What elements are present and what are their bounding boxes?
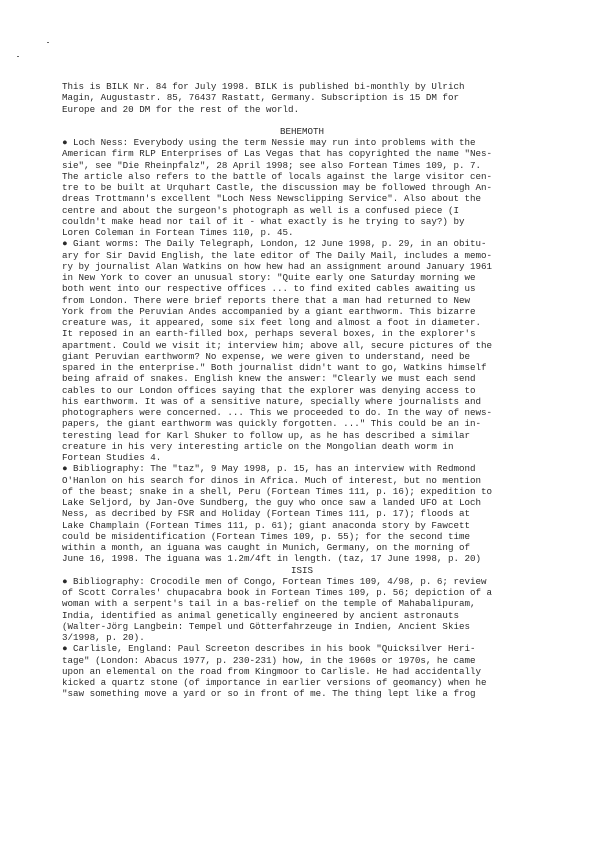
- text-line: photographers were concerned. ... This we proceeded to do. In the way of news-: [62, 407, 493, 418]
- section-heading-behemoth: BEHEMOTH: [279, 125, 325, 137]
- text-line: being afraid of snakes. English knew the answer: "Clearly we must each send: [62, 373, 476, 385]
- text-line: creature in his very interesting article on the Mongolian death worm in: [62, 440, 454, 452]
- text-line: centre and about the surgeon's photograph as well is a confused piece (I: [62, 204, 459, 216]
- text-line: creature was, it appeared, some six feet long and almost a foot in diameter.: [62, 317, 482, 328]
- text-line: "saw something move a yard or so in front of me. The thing lept like a frog: [62, 688, 476, 700]
- text-line: apartment. Could we visit it; interview him; above all, secure pictures of the: [62, 339, 493, 351]
- text-line: could be misidentification (Fortean Times 109, p. 55); for the second time: [62, 530, 470, 542]
- text-line: American firm RLP Enterprises of Las Vegas that has copyrighted the name "Nes-: [62, 148, 493, 160]
- text-line: ● Giant worms: The Daily Telegraph, London, 12 June 1998, p. 29, in an obitu-: [62, 238, 487, 250]
- text-line: tre to be built at Urquhart Castle, the discussion may be followed through An-: [62, 182, 493, 193]
- text-line: sie", see "Die Rheinpfalz", 28 April 1998; see also Fortean Times 109, p. 7.: [62, 159, 482, 171]
- text-line: This is BILK Nr. 84 for July 1998. BILK is published bi-monthly by Ulrich: [62, 81, 465, 92]
- text-line: India, identified as animal genetically engineered by ancient astronauts: [62, 609, 459, 621]
- text-line: cables to our London offices saying that the explorer was denying access to: [62, 384, 476, 396]
- text-line: It reposed in an earth-filled box, perhaps several boxes, in the explorer's: [62, 328, 476, 340]
- text-line: couldn't make head nor tail of it - what exactly is he trying to say?) by: [62, 215, 465, 227]
- text-line: Loren Coleman in Fortean Times 110, p. 45.: [62, 227, 294, 238]
- scan-speck: [17, 56, 19, 57]
- text-line: both went into our respective offices ... to find exited cables awaiting us: [62, 283, 476, 295]
- section-heading-isis: ISIS: [290, 564, 314, 576]
- text-line: ary for Sir David English, the late editor of The Daily Mail, includes a memo-: [62, 249, 493, 261]
- text-line: Lake Seljord, by Jan-Ove Sundberg, the guy who once saw a landed UFO at Loch: [62, 497, 482, 508]
- text-line: of Scott Corrales' chupacabra book in Fortean Times 109, p. 56; depiction of a: [62, 587, 493, 598]
- text-line: from London. There were brief reports there that a man had returned to New: [62, 294, 470, 306]
- text-line: in New York to cover an unusual story: "Quite early one Saturday morning we: [62, 272, 476, 283]
- text-line: ● Loch Ness: Everybody using the term Nessie may run into problems with the: [62, 137, 476, 148]
- text-line: woman with a serpent's tail in a bas-relief on the temple of Mahabalipuram,: [62, 598, 476, 610]
- text-line: (Walter-Jörg Langbein: Tempel und Götterfahrzeuge in Indien, Ancient Skies: [62, 620, 470, 632]
- text-line: ● Bibliography: The "taz", 9 May 1998, p. 15, has an interview with Redmond: [62, 463, 476, 475]
- text-line: tage" (London: Abacus 1977, p. 230-231) how, in the 1960s or 1970s, he came: [62, 654, 476, 666]
- text-line: Ness, as decribed by FSR and Holiday (Fortean Times 111, p. 17); floods at: [62, 508, 470, 520]
- text-line: ● Carlisle, England: Paul Screeton describes in his book "Quicksilver Heri-: [62, 643, 476, 655]
- document-page: [62, 81, 542, 700]
- text-line: June 16, 1998. The iguana was 1.2m/4ft in length. (taz, 17 June 1998, p. 20): [62, 553, 482, 565]
- text-line: dreas Trottmann's excellent "Loch Ness Newsclipping Service". Also about the: [62, 193, 482, 205]
- intro-paragraph: [62, 81, 542, 115]
- text-line: within a month, an iguana was caught in Munich, Germany, on the morning of: [62, 542, 470, 553]
- text-line: Lake Champlain (Fortean Times 111, p. 61); giant anaconda story by Fawcett: [62, 519, 470, 531]
- text-line: York from the Peruvian Andes accompanied by a giant earthworm. This bizarre: [62, 305, 476, 317]
- behemoth-section-body: [62, 137, 542, 565]
- text-line: papers, the giant earthworm was quickly forgotten. ..." This could be an in-: [62, 418, 482, 430]
- text-line: Fortean Studies 4.: [62, 452, 162, 463]
- text-line: Europe and 20 DM for the rest of the world.: [62, 103, 300, 115]
- text-line: giant Peruvian earthworm? No expense, we were given to understand, need be: [62, 350, 470, 362]
- text-line: his earthworm. It was of a sensitive nature, specially where journalists and: [62, 395, 482, 407]
- text-line: ry by journalist Alan Watkins on how hew had an assignment around January 1961: [62, 260, 493, 272]
- text-line: teresting lead for Karl Shuker to follow up, as he has described a similar: [62, 429, 470, 441]
- text-line: spared in the enterprise." Both journalist didn't want to go, Watkins himself: [62, 362, 487, 373]
- text-line: ● Bibliography: Crocodile men of Congo, Fortean Times 109, 4/98, p. 6; review: [62, 575, 487, 587]
- isis-section-body: [62, 576, 542, 700]
- text-line: 3/1998, p. 20).: [62, 632, 145, 643]
- text-line: The article also refers to the battle of locals against the large visitor cen-: [62, 170, 493, 182]
- text-line: upon an elemental on the road from Kingmoor to Carlisle. He had accidentally: [62, 665, 482, 677]
- text-line: of the beast; snake in a shell, Peru (Fortean Times 111, p. 16); expedition to: [62, 485, 493, 497]
- text-line: kicked a quartz stone (of importance in earlier versions of geomancy) when he: [62, 677, 487, 688]
- text-line: O'Hanlon on his search for dinos in Africa. Much of interest, but no mention: [62, 474, 482, 486]
- text-line: Magin, Augustastr. 85, 76437 Rastatt, Germany. Subscription is 15 DM for: [62, 92, 459, 104]
- scan-speck: [47, 42, 49, 43]
